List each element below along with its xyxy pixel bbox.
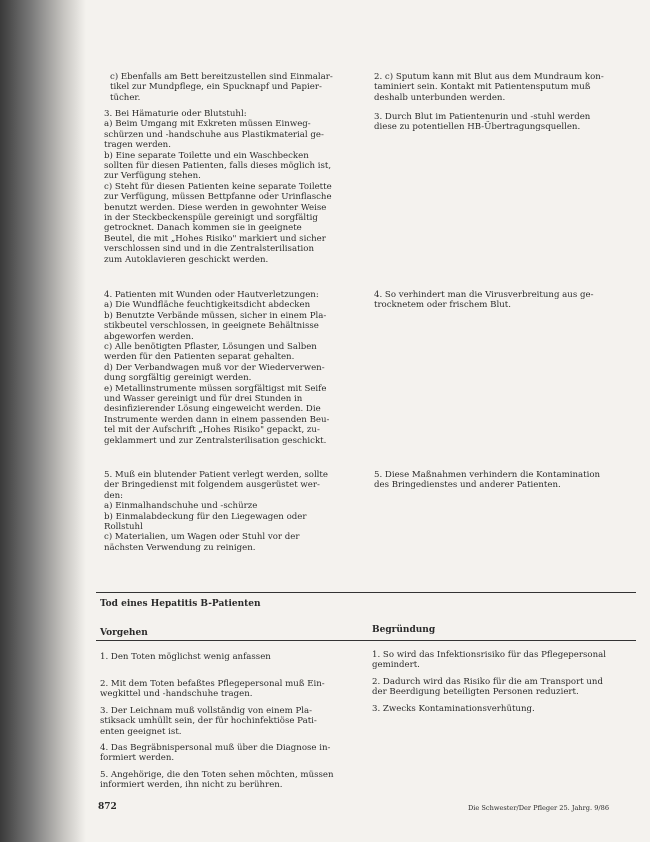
text-line: und Wasser gereinigt und für drei Stunden in — [104, 394, 303, 405]
text-line: e) Metallinstrumente müssen sorgfältigst mit Seife — [104, 383, 327, 394]
journal-reference: Die Schwester/Der Pfleger 25. Jahrg. 9/86 — [468, 804, 610, 812]
text-line: wegkittel und -handschuhe tragen. — [100, 689, 253, 700]
column-heading-vorgehen: Vorgehen — [100, 628, 148, 638]
text-line: a) Die Wundfläche feuchtigkeitsdicht abdecken — [104, 300, 311, 311]
right-para-1 — [374, 72, 634, 103]
left-para-3 — [104, 290, 358, 446]
text-line: b) Benutzte Verbände müssen, sicher in einem Pla- — [104, 310, 327, 321]
text-line: informiert werden, ihn nicht zu berühren. — [100, 780, 283, 791]
text-line: stikbeutel verschlossen, in geeignete Behältnisse — [104, 321, 319, 332]
begruendung-item-1 — [372, 650, 634, 671]
text-line: c) Ebenfalls am Bett bereitzustellen sind Einmalar- — [110, 72, 333, 82]
text-line: a) Beim Umgang mit Exkreten müssen Einweg- — [104, 119, 311, 130]
vorgehen-item-3 — [100, 706, 354, 737]
text-line: tel mit der Aufschrift „Hohes Risiko" gepackt, zu- — [104, 425, 320, 436]
text-line: gemindert. — [372, 660, 420, 671]
text-line: 4. Das Begräbnispersonal muß über die Diagnose in- — [100, 743, 331, 753]
left-para-1 — [110, 72, 358, 103]
text-line: 4. So verhindert man die Virusverbreitung aus ge- — [374, 290, 594, 300]
text-line: dung sorgfältig gereinigt werden. — [104, 373, 252, 384]
text-line: geklammert und zur Zentralsterilisation geschickt. — [104, 435, 327, 446]
vorgehen-item-4 — [100, 743, 354, 764]
text-line: des Bringedienstes und anderer Patienten. — [374, 480, 561, 491]
text-line: 3. Durch Blut im Patientenurin und -stuhl werden — [374, 112, 591, 122]
text-line: sollten für diesen Patienten, falls dieses möglich ist, — [104, 161, 332, 172]
text-line: benutzt werden. Diese werden in gewohnter Weise — [104, 202, 327, 213]
text-line: der Bringedienst mit folgendem ausgerüstet wer- — [104, 480, 320, 491]
text-line: zum Autoklavieren geschickt werden. — [104, 254, 269, 265]
vorgehen-item-5 — [100, 770, 354, 791]
text-line: nächsten Verwendung zu reinigen. — [104, 542, 256, 553]
text-line: taminiert sein. Kontakt mit Patientensputum muß — [374, 82, 591, 93]
section-rule-columns — [96, 640, 636, 641]
text-line: c) Alle benötigten Pflaster, Lösungen und Salben — [104, 342, 317, 353]
begruendung-item-2 — [372, 677, 634, 698]
text-line: a) Einmalhandschuhe und -schürze — [104, 501, 258, 512]
column-heading-begruendung: Begründung — [372, 625, 436, 635]
text-line: 3. Der Leichnam muß vollständig von einem Pla- — [100, 706, 313, 716]
text-line: den: — [104, 490, 124, 501]
right-para-4 — [374, 470, 634, 491]
text-line: abgeworfen werden. — [104, 331, 194, 342]
text-line: Rollstuhl — [104, 522, 143, 533]
section-rule-top — [96, 592, 636, 593]
text-line: desinfizierender Lösung eingeweicht werden. Die — [104, 404, 321, 415]
left-para-2 — [104, 109, 358, 265]
text-line: b) Eine separate Toilette und ein Waschbecken — [104, 150, 309, 161]
text-line: getrocknet. Danach kommen sie in geeignete — [104, 223, 302, 234]
vorgehen-item-1 — [100, 652, 354, 662]
text-line: deshalb unterbunden werden. — [374, 92, 506, 103]
left-para-4 — [104, 470, 358, 553]
binding-shadow — [0, 0, 86, 842]
text-line: 1. Den Toten möglichst wenig anfassen — [100, 652, 271, 662]
text-line: tikel zur Mundpflege, ein Spucknapf und Papier- — [110, 82, 322, 93]
text-line: in der Steckbeckenspüle gereinigt und sorgfältig — [104, 213, 318, 224]
text-line: schürzen und -handschuhe aus Plastikmaterial ge- — [104, 129, 324, 140]
text-line: werden für den Patienten separat gehalten. — [104, 352, 295, 363]
text-line: tragen werden. — [104, 140, 171, 151]
text-line: 5. Muß ein blutender Patient verlegt werden, sollte — [104, 470, 328, 480]
text-line: b) Einmalabdeckung für den Liegewagen oder — [104, 511, 307, 522]
text-line: 2. c) Sputum kann mit Blut aus dem Mundraum kon- — [374, 72, 604, 82]
text-line: zur Verfügung, müssen Bettpfanne oder Urinflasche — [104, 192, 332, 203]
text-line: verschlossen sind und in die Zentralsterilisation — [104, 244, 314, 255]
begruendung-item-3 — [372, 704, 634, 714]
text-line: tücher. — [110, 92, 141, 103]
text-line: 4. Patienten mit Wunden oder Hautverletzungen: — [104, 290, 319, 300]
text-line: c) Materialien, um Wagen oder Stuhl vor der — [104, 532, 300, 543]
text-line: stiksack umhüllt sein, der für hochinfektiöse Pati- — [100, 716, 317, 727]
right-para-2 — [374, 112, 634, 133]
page-number: 872 — [98, 802, 117, 812]
text-line: c) Steht für diesen Patienten keine separate Toilette — [104, 181, 332, 192]
text-line: d) Der Verbandwagen muß vor der Wiederverwen- — [104, 362, 325, 373]
text-line: enten geeignet ist. — [100, 726, 182, 737]
text-line: zur Verfügung stehen. — [104, 171, 201, 182]
text-line: 5. Diese Maßnahmen verhindern die Kontamination — [374, 470, 601, 480]
text-line: diese zu potentiellen HB-Übertragungsquellen. — [374, 122, 581, 133]
text-line: formiert werden. — [100, 753, 175, 764]
text-line: Instrumente werden dann in einem passenden Beu- — [104, 414, 330, 425]
text-line: trocknetem oder frischem Blut. — [374, 300, 511, 311]
text-line: 5. Angehörige, die den Toten sehen möchten, müssen — [100, 770, 334, 780]
text-line: 3. Bei Hämaturie oder Blutstuhl: — [104, 109, 247, 119]
section-title: Tod eines Hepatitis B-Patienten — [100, 599, 261, 609]
right-para-3 — [374, 290, 634, 311]
text-line: der Beerdigung beteiligten Personen reduziert. — [372, 687, 579, 698]
text-line: 1. So wird das Infektionsrisiko für das Pflegepersonal — [372, 650, 606, 660]
text-line: 2. Mit dem Toten befaßtes Pflegepersonal muß Ein- — [100, 679, 325, 689]
text-line: Beutel, die mit „Hohes Risiko" markiert und sicher — [104, 233, 326, 244]
text-line: 2. Dadurch wird das Risiko für die am Transport und — [372, 677, 603, 687]
text-line: 3. Zwecks Kontaminationsverhütung. — [372, 704, 535, 714]
vorgehen-item-2 — [100, 679, 354, 700]
